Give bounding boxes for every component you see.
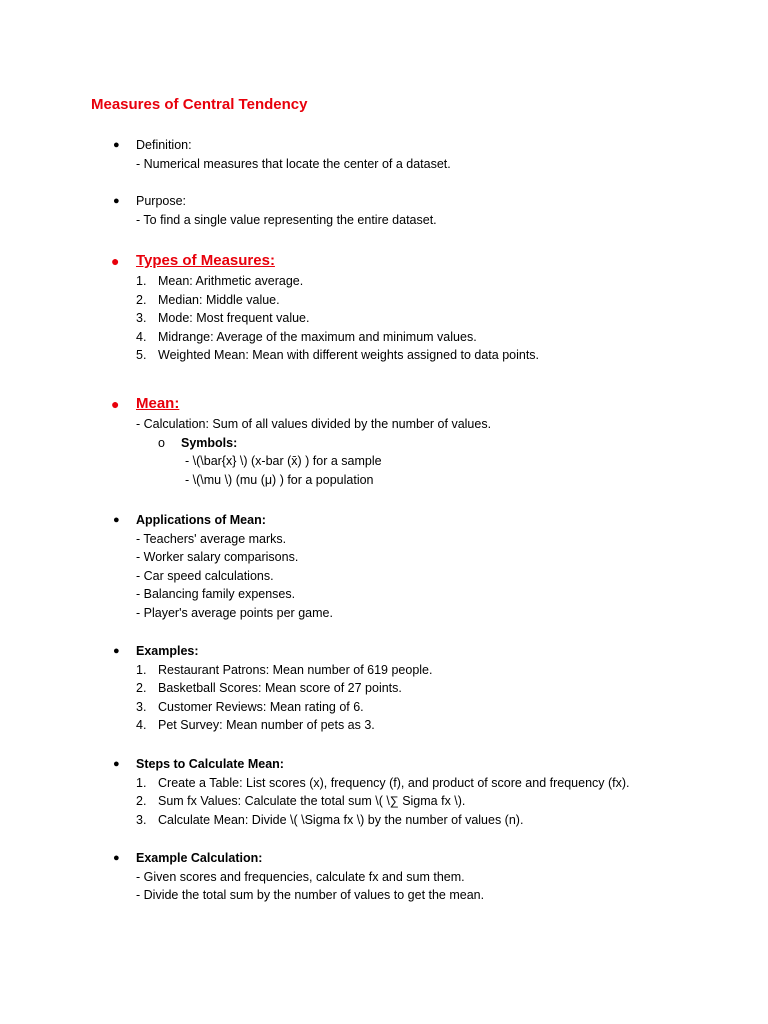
- list-item: - Divide the total sum by the number of values to get the mean.: [136, 888, 485, 903]
- list-item: - Given scores and frequencies, calculate fx and sum them.: [136, 869, 465, 884]
- list-item: 2. Median: Middle value.: [136, 292, 280, 307]
- list-item: 1. Restaurant Patrons: Mean number of 619 people.: [136, 662, 433, 677]
- symbols-item: [136, 434, 736, 453]
- steps-label: Steps to Calculate Mean:: [136, 757, 284, 771]
- list-item: 1. Mean: Arithmetic average.: [136, 274, 304, 288]
- list-item: - Teachers' average marks.: [136, 531, 287, 546]
- list-item: 3. Customer Reviews: Mean rating of 6.: [136, 699, 364, 714]
- list-item: 1. Create a Table: List scores (x), frequency (f), and product of score and frequency (fx).: [136, 775, 630, 790]
- bullet-icon: ●: [111, 396, 120, 412]
- bullet-icon: ●: [113, 514, 120, 526]
- list-item: 2. Basketball Scores: Mean score of 27 points.: [136, 681, 402, 696]
- bullet-icon: ●: [113, 195, 120, 207]
- bullet-icon: ●: [113, 645, 120, 657]
- list-item: - Car speed calculations.: [136, 568, 274, 583]
- definition-label: Definition:: [136, 138, 192, 152]
- bullet-icon: ●: [113, 758, 120, 770]
- bullet-icon: ●: [113, 139, 120, 151]
- list-item: 4. Midrange: Average of the maximum and minimum values.: [136, 329, 477, 344]
- list-item: 3. Calculate Mean: Divide \( \Sigma fx \) by the number of values (n).: [136, 812, 524, 827]
- mean-heading: Mean:: [136, 395, 180, 412]
- definition-text: - Numerical measures that locate the center of a dataset.: [136, 156, 451, 171]
- purpose-label: Purpose:: [136, 194, 187, 208]
- purpose-text: - To find a single value representing the entire dataset.: [136, 212, 437, 227]
- example-calculation-label: Example Calculation:: [136, 851, 263, 865]
- bullet-icon: ●: [111, 253, 120, 269]
- list-item: 2. Sum fx Values: Calculate the total sum \( \∑ Sigma fx \).: [136, 794, 466, 809]
- list-item: 3. Mode: Most frequent value.: [136, 311, 310, 326]
- list-item: - Balancing family expenses.: [136, 587, 296, 602]
- types-heading: Types of Measures:: [136, 252, 275, 269]
- list-item: - Player's average points per game.: [136, 605, 333, 620]
- circle-bullet-icon: o: [158, 435, 165, 450]
- mean-calculation: - Calculation: Sum of all values divided by the number of values.: [136, 417, 492, 431]
- symbol-line: - \(\bar{x} \) (x-bar (x̄) ) for a sample: [185, 454, 382, 469]
- list-item: 5. Weighted Mean: Mean with different weights assigned to data points.: [136, 348, 540, 363]
- list-item: 4. Pet Survey: Mean number of pets as 3.: [136, 718, 375, 733]
- symbols-label: Symbols:: [181, 435, 238, 450]
- symbol-line: - \(\mu \) (mu (μ) ) for a population: [185, 472, 374, 487]
- page-title: Measures of Central Tendency: [91, 96, 308, 113]
- applications-label: Applications of Mean:: [136, 513, 266, 527]
- examples-label: Examples:: [136, 644, 199, 658]
- list-item: - Worker salary comparisons.: [136, 550, 299, 565]
- bullet-icon: ●: [113, 852, 120, 864]
